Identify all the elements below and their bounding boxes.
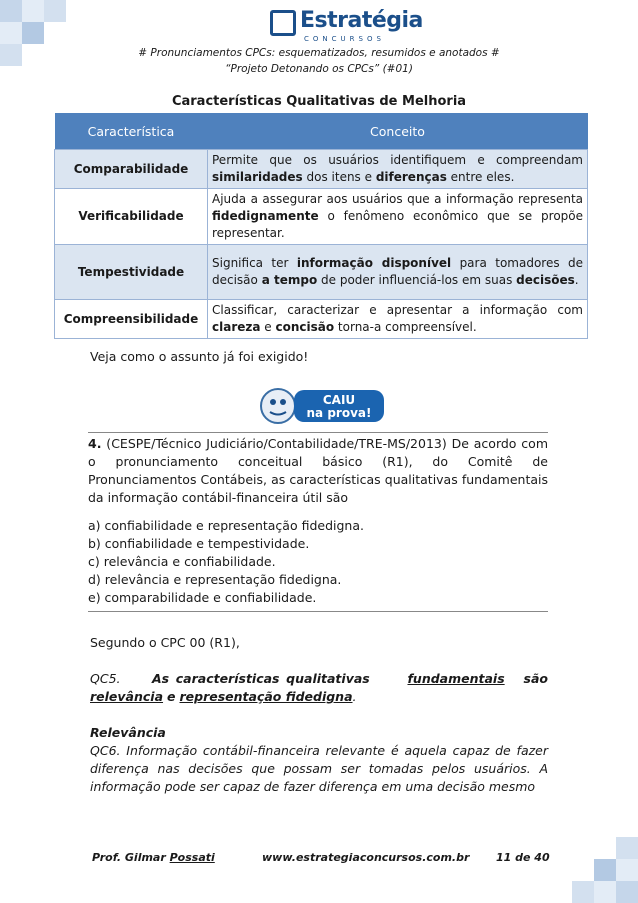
badge-line-2: na prova!: [306, 406, 372, 420]
logo-brand: Estratégia: [300, 8, 423, 33]
table-definition: Ajuda a assegurar aos usuários que a informação representa fidedignamente o fenômeno econômico que se propõe representar.: [208, 189, 588, 245]
badge-line-1: CAIU: [322, 393, 356, 407]
question-option: a) confiabilidade e representação fidedigna.: [88, 518, 364, 533]
table-term: Compreensibilidade: [55, 300, 208, 339]
logo-brand-sub: CONCURSOS: [304, 35, 385, 43]
footer-author: Prof. Gilmar Possati: [92, 851, 215, 864]
relevancia-heading: Relevância: [90, 725, 166, 740]
table-row: [55, 150, 588, 189]
question-option: d) relevância e representação fidedigna.: [88, 572, 342, 587]
table-term: Comparabilidade: [55, 150, 208, 189]
table-term: Tempestividade: [55, 245, 208, 300]
intro-text: Veja como o assunto já foi exigido!: [90, 349, 309, 364]
table-definition: Significa ter informação disponível para tomadores de decisão a tempo de poder influenciá-los em suas decisões.: [208, 245, 588, 300]
logo-mark-icon: [270, 10, 296, 36]
header-line-2: “Projeto Detonando os CPCs” (#01): [225, 63, 413, 75]
qc6-paragraph: QC6. Informação contábil-financeira relevante é aquela capaz de fazer diferença nas decisões que possam ser tomadas pelos usuários. A informação pode ser capaz de fazer diferença em uma decisão mesmo: [90, 743, 548, 794]
table-header-concept: Conceito: [208, 113, 588, 150]
table-header-characteristic: Característica: [55, 113, 208, 150]
qualitative-characteristics-table: [54, 113, 588, 339]
question-option: b) confiabilidade e tempestividade.: [88, 536, 310, 551]
answer-lead: Segundo o CPC 00 (R1),: [90, 635, 240, 650]
question-option: e) comparabilidade e confiabilidade.: [88, 590, 317, 605]
question-text: 4. (CESPE/Técnico Judiciário/Contabilidade/TRE-MS/2013) De acordo com o pronunciamento conceitual básico (R1), do Comitê de Pronunciamentos Contábeis, as características qualitativas fundamentais da informação contábil-financeira útil são: [88, 436, 548, 505]
header-line-1: # Pronunciamentos CPCs: esquematizados, resumidos e anotados #: [138, 47, 500, 59]
question-option: c) relevância e confiabilidade.: [88, 554, 276, 569]
footer-site: www.estrategiaconcursos.com.br: [262, 851, 470, 864]
question-box: [88, 432, 548, 612]
table-row: [55, 245, 588, 300]
estrategia-logo: [270, 8, 423, 44]
corner-decoration-bottom-right: [568, 833, 638, 903]
corner-decoration-top-left: [0, 0, 80, 70]
footer-page-number: 11 de 40: [496, 851, 550, 864]
table-definition: Permite que os usuários identifiquem e compreendam similaridades dos itens e diferenças entre eles.: [208, 150, 588, 189]
qc5-paragraph: QC5. As características qualitativas fundamentais são relevância e representação fidedigna.: [90, 671, 548, 704]
table-term: Verificabilidade: [55, 189, 208, 245]
table-header-row: [55, 113, 588, 150]
table-row: [55, 300, 588, 339]
section-title: Características Qualitativas de Melhoria: [171, 94, 467, 109]
table-definition: Classificar, caracterizar e apresentar a informação com clareza e concisão torna-a compreensível.: [208, 300, 588, 339]
caiu-na-prova-badge: [258, 386, 386, 426]
table-row: [55, 189, 588, 245]
